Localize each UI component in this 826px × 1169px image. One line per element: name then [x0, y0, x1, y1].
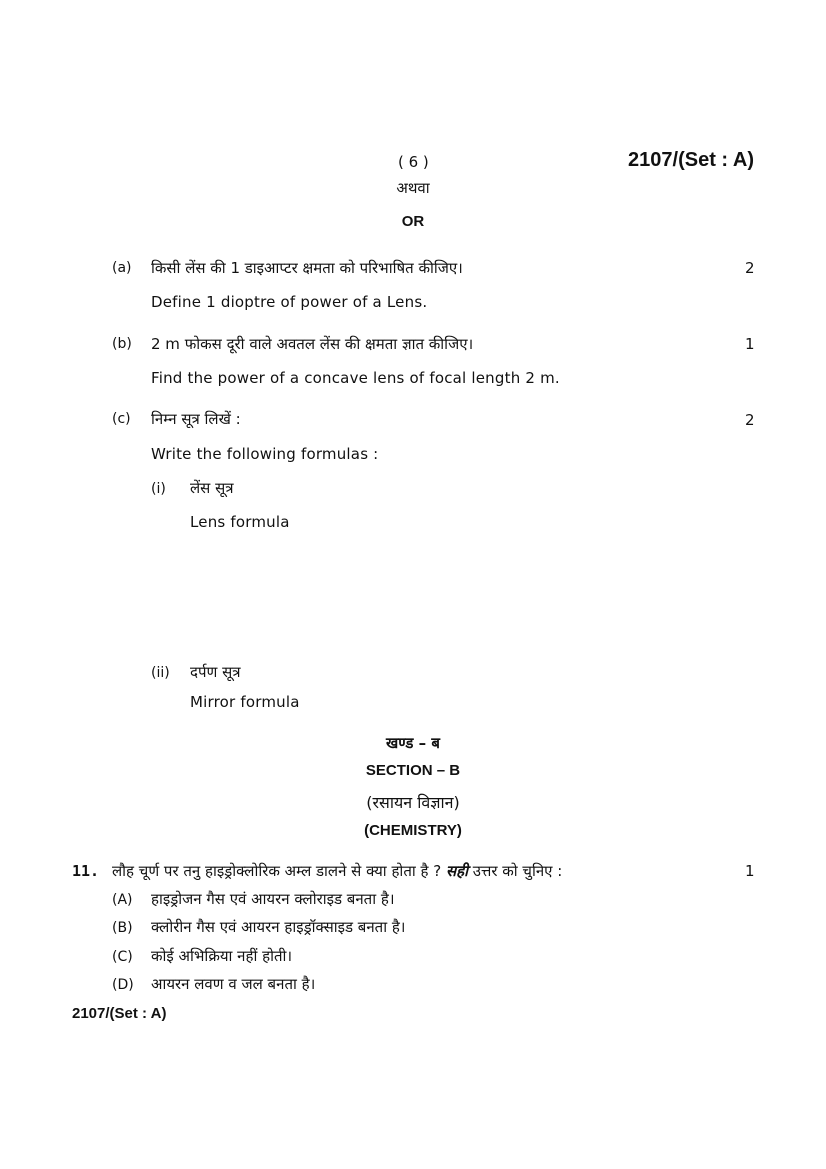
question-c-hindi: निम्न सूत्र लिखें :	[151, 410, 241, 428]
option-b-label: (B)	[112, 920, 133, 936]
question-a-english: Define 1 dioptre of power of a Lens.	[151, 293, 428, 311]
question-c-english: Write the following formulas :	[151, 445, 379, 463]
question-b-hindi: 2 m फोकस दूरी वाले अवतल लेंस की क्षमता ज्ञात कीजिए।	[151, 335, 474, 353]
question-c-ii-label: (ii)	[151, 665, 170, 681]
section-subject-english: (CHEMISTRY)	[364, 822, 462, 839]
question-a-hindi: किसी लेंस की 1 डाइआप्टर क्षमता को परिभाषित कीजिए।	[151, 259, 463, 277]
question-11-text-pre: लौह चूर्ण पर तनु हाइड्रोक्लोरिक अम्ल डालने से क्या होता है ?	[112, 862, 446, 880]
question-c-ii-hindi: दर्पण सूत्र	[190, 663, 241, 681]
option-a-text: हाइड्रोजन गैस एवं आयरन क्लोराइड बनता है।	[151, 890, 395, 908]
option-d-text: आयरन लवण व जल बनता है।	[151, 975, 316, 993]
question-a-label: (a)	[112, 260, 132, 276]
page-number: ( 6 )	[398, 153, 429, 171]
question-c-i-hindi: लेंस सूत्र	[190, 479, 234, 497]
question-a-marks: 2	[745, 259, 755, 277]
question-c-ii-english: Mirror formula	[190, 693, 300, 711]
question-c-i-english: Lens formula	[190, 513, 290, 531]
set-code-footer: 2107/(Set : A)	[72, 1005, 167, 1022]
section-title-hindi: खण्ड – ब	[386, 734, 440, 752]
question-c-label: (c)	[112, 411, 131, 427]
set-code-header: 2107/(Set : A)	[628, 149, 754, 171]
question-b-english: Find the power of a concave lens of focal length 2 m.	[151, 369, 560, 387]
question-11-text-post: उत्तर को चुनिए :	[467, 862, 563, 880]
option-a-label: (A)	[112, 892, 133, 908]
option-c-text: कोई अभिक्रिया नहीं होती।	[151, 947, 293, 965]
question-11-text	[112, 861, 562, 881]
question-11-number: 11.	[72, 862, 100, 880]
question-b-marks: 1	[745, 335, 755, 353]
question-c-i-label: (i)	[151, 481, 166, 497]
option-d-label: (D)	[112, 977, 134, 993]
question-11-text-emphasis: सही	[445, 862, 468, 880]
section-subject-hindi: (रसायन विज्ञान)	[366, 793, 460, 812]
option-c-label: (C)	[112, 949, 133, 965]
or-divider-hindi: अथवा	[396, 179, 430, 197]
question-b-label: (b)	[112, 336, 132, 352]
question-c-marks: 2	[745, 411, 755, 429]
section-title-english: SECTION – B	[365, 762, 461, 779]
option-b-text: क्लोरीन गैस एवं आयरन हाइड्रॉक्साइड बनता है।	[151, 918, 406, 936]
question-11-marks: 1	[745, 862, 755, 880]
or-divider-english: OR	[401, 213, 425, 230]
